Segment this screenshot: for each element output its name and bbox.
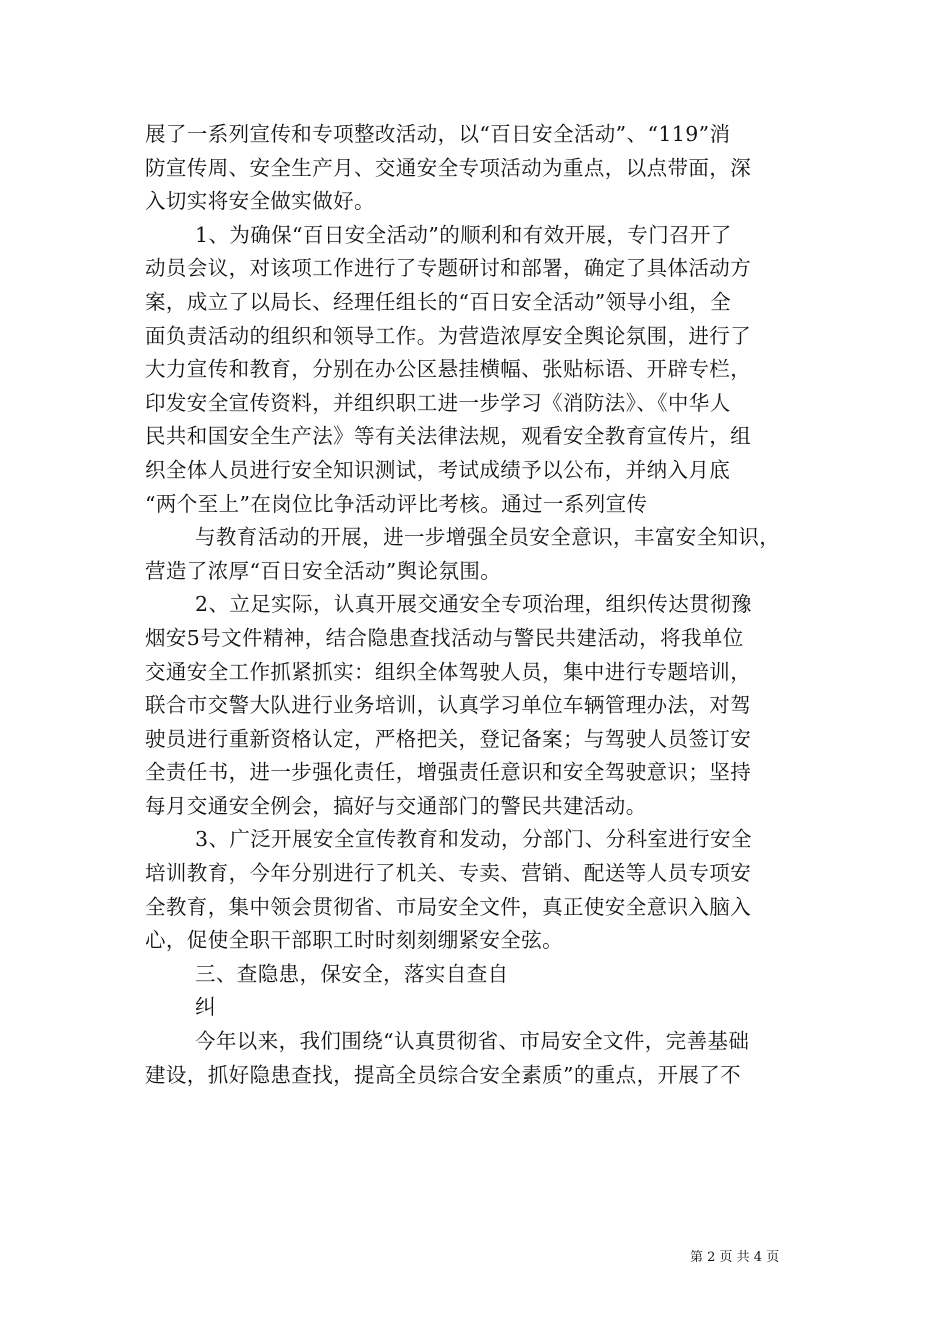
text-line: 展了一系列宣传和专项整改活动，以“百日安全活动”、“119”消 [145, 122, 731, 146]
text-line: 全教育，集中领会贯彻省、市局安全文件，真正使安全意识入脑入 [145, 894, 752, 919]
text-line: 织全体人员进行安全知识测试，考试成绩予以公布，并纳入月底 [145, 457, 731, 482]
document-body [145, 118, 815, 1092]
text-line: 与教育活动的开展，进一步增强全员安全意识，丰富安全知识， [195, 525, 781, 550]
text-line: 今年以来，我们围绕“认真贯彻省、市局安全文件，完善基础 [195, 1029, 750, 1054]
text-line: 烟安5号文件精神，结合隐患查找活动与警民共建活动，将我单位 [145, 625, 744, 650]
text-line: 防宣传周、安全生产月、交通安全专项活动为重点，以点带面，深 [145, 155, 752, 180]
section-heading: 三、查隐患，保安全，落实自查自 [195, 961, 509, 986]
text-line: 培训教育，今年分别进行了机关、专卖、营销、配送等人员专项安 [145, 861, 752, 886]
section-heading-continued: 纠 [195, 995, 216, 1020]
page-number: 第 2 页 共 4 页 [690, 1250, 780, 1265]
text-line: 印发安全宣传资料，并组织职工进一步学习《消防法》、《中华人 [145, 390, 731, 415]
text-line: 交通安全工作抓紧抓实：组织全体驾驶人员，集中进行专题培训， [145, 659, 752, 684]
text-line: 建设，抓好隐患查找，提高全员综合安全素质”的重点，开展了不 [145, 1062, 742, 1087]
text-line: 驶员进行重新资格认定，严格把关，登记备案；与驾驶人员签订安 [145, 726, 752, 751]
text-line: 面负责活动的组织和领导工作。为营造浓厚安全舆论氛围，进行了 [145, 323, 752, 348]
text-line: 3、广泛开展安全宣传教育和发动，分部门、分科室进行安全 [195, 827, 752, 852]
text-line: “两个至上”在岗位比争活动评比考核。通过一系列宣传 [145, 491, 648, 516]
text-line: 2、立足实际，认真开展交通安全专项治理，组织传达贯彻豫 [195, 592, 752, 617]
text-line: 案，成立了以局长、经理任组长的“百日安全活动”领导小组，全 [145, 289, 732, 314]
text-line: 联合市交警大队进行业务培训，认真学习单位车辆管理办法，对驾 [145, 693, 752, 718]
text-line: 营造了浓厚“百日安全活动”舆论氛围。 [145, 558, 502, 583]
text-line: 1、为确保“百日安全活动”的顺利和有效开展，专门召开了 [195, 222, 732, 247]
text-line: 入切实将安全做实做好。 [145, 189, 375, 214]
text-line: 民共和国安全生产法》等有关法律法规，观看安全教育宣传片，组 [145, 424, 752, 449]
text-line: 每月交通安全例会，搞好与交通部门的警民共建活动。 [145, 793, 647, 818]
text-line: 大力宣传和教育，分别在办公区悬挂横幅、张贴标语、开辟专栏， [145, 357, 752, 382]
text-line: 心，促使全职干部职工时时刻刻绷紧安全弦。 [145, 928, 563, 953]
text-line: 全责任书，进一步强化责任，增强责任意识和安全驾驶意识；坚持 [145, 760, 752, 785]
text-line: 动员会议，对该项工作进行了专题研讨和部署，确定了具体活动方 [145, 256, 752, 281]
